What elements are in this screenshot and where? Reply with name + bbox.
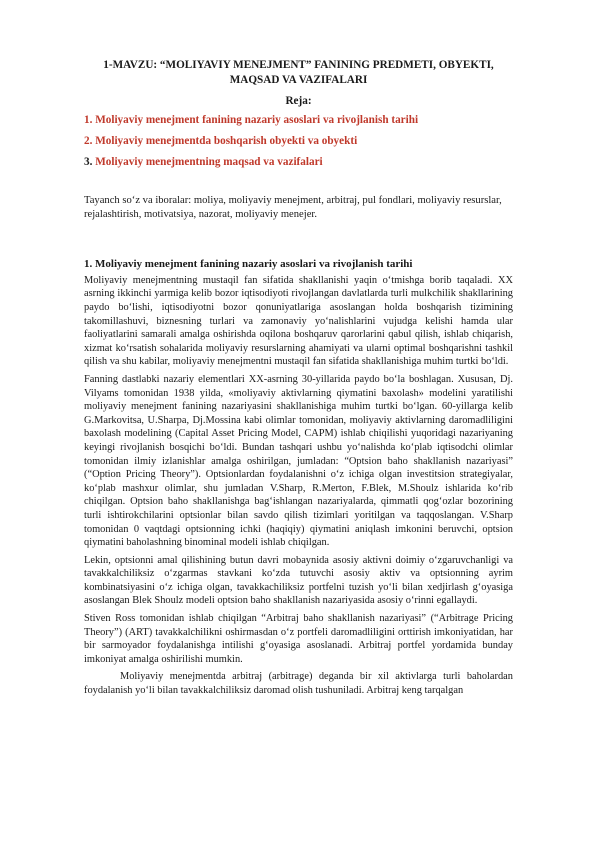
plan-item-number: 3. [84,156,93,168]
plan-item-number: 1. [84,114,93,126]
plan-item-text: Moliyaviy menejmentning maqsad va vazifalari [95,156,323,168]
plan-item [84,113,513,128]
body-paragraph: Fanning dastlabki nazariy elementlari XX-asrning 30-yillarida paydo bo‘la boshlagan. Xususan, Dj. Vilyams tomonidan 1938 yilda, «moliyaviy aktivlarning qiymatini baxolash» modelini yaratilishi moliyaviy menejment fanining nazariyasini shakllanishiga muhim turtki bo‘lgan. 60-yillarga kelib G.Markovitsa, U.Sharpa, Dj.Mossina kabi olimlar tomonidan, moliyaviy aktivlarning daromadliligini baxolash modelining (Capital Asset Pricing Model, CAPM) ishlab chiqilishi yuqoridagi nazariyaning keyingi rivojlanish bosqichi bo‘ldi. Bundan tashqari ushbu yo‘nalishda ko‘plab iqtisodchi olimlar tomonidan ilmiy izlanishlar amalga oshirilgan, jumladan: “Optsion baho shakllanish nazariyasi” (“Option Pricing Theory”). Optsionlardan foydalanishni o‘z ichiga olgan investitsion strategiyalar, ko‘plab mashxur olimlar, shu jumladan V.Sharp, R.Merton, F.Blek, M.Shoulz ishlarida ko‘rib chiqilgan. Optsion baho shakllanishga bag‘ishlangan nazariyalarda, qimmatli qog‘ozlar bozorining turli ishtirokchilarini optsionlar bilan savdo qilish tizimlari yoritilgan va taqqoslangan. V.Sharp tomonidan 0 vaqtdagi optsionning ichki (haqiqiy) qiymatini aniqlash imkonini beruvchi, optsion qiymatini baholashning binominal modeli ishlab chiqilgan. [84,373,513,549]
plan-item [84,155,513,170]
body-paragraph: Moliyaviy menejmentning mustaqil fan sifatida shakllanishi yaqin o‘tmishga borib taqaladi. XX asrning ikkinchi yarmiga kelib bozor iqtisodiyoti rivojlangan davlatlarda turli mulkchilik shakllarining paydo bo‘lishi, iqtisodiyotni bozor qonuniyatlariga asoslangan holda boshqarish tizimining takomillashuvi, biznesning turlari va zamonaviy yo‘nalishlarini vujudga kelishi hamda ular faoliyatlarini samarali amalga oshirishda oqilona boshqaruv qarorlarini qabul qilish, ishlab chiqarish, xizmat ko‘rsatish sohalarida moliyaviy resurslarning ahamiyati va ularni optimal boshqarishni tashkil qilish va shu kabilar, moliyaviy menejmentni mustaqil fan sifatida shakllanishiga muhim turtki bo‘ldi. [84,274,513,368]
body-paragraph: Moliyaviy menejmentda arbitraj (arbitrage) deganda bir xil aktivlarga turli baholardan foydalanish yo‘li bilan tavakkalchiliksiz daromad olish tushuniladi. Arbitraj keng tarqalgan [84,671,513,697]
plan-item-text: Moliyaviy menejment fanining nazariy asoslari va rivojlanish tarihi [95,114,419,126]
plan-item-number: 2. [84,135,93,147]
body-paragraph: Lekin, optsionni amal qilishining butun davri mobaynida asosiy aktivni doimiy o‘zgaruvchanligi va tavakkalchiliksiz o‘zgarmas stavkani ko‘zda tutuvchi asosiy aktiv va optsionning ayrim kombinatsiyasini o‘z ichiga olgan, tavakkachiliksiz portfelni tuzish yo‘li bilan xedjirlash g‘oyasiga asoslangan Blek Shoulz modeli optsion baho shakllanish nazariyasida asosiy o‘rinni egallaydi. [84,554,513,607]
body-paragraph: Stiven Ross tomonidan ishlab chiqilgan “Arbitraj baho shakllanish nazariyasi” (“Arbitrage Pricing Theory”) (ART) tavakkalchilikni oshirmasdan o‘z portfeli daromadliligini orttirish imkoniyatidan, har bir sarmoyador foydalanishga intilishi g‘oyasiga asoslanadi. Arbitraj portfel yordamida bunday imkoniyat amalga oshirilishi mumkin. [84,613,513,665]
section-heading: 1. Moliyaviy menejment fanining nazariy asoslari va rivojlanish tarihi [84,257,413,270]
plan-item [84,134,513,149]
plan-label: Reja: [285,95,312,107]
document-title: 1-MAVZU: “MOLIYAVIY MENEJMENT” FANINING PREDMETI, OBYEKTI, MAQSAD VA VAZIFALARI [103,59,494,86]
plan-item-text: Moliyaviy menejmentda boshqarish obyekti va obyekti [95,135,358,147]
keywords-paragraph: Tayanch so‘z va iboralar: moliya, moliyaviy menejment, arbitraj, pul fondlari, moliyaviy resurslar, rejalashtirish, motivatsiya, nazorat, moliyaviy menejer. [84,195,502,221]
plan-list [84,113,513,170]
